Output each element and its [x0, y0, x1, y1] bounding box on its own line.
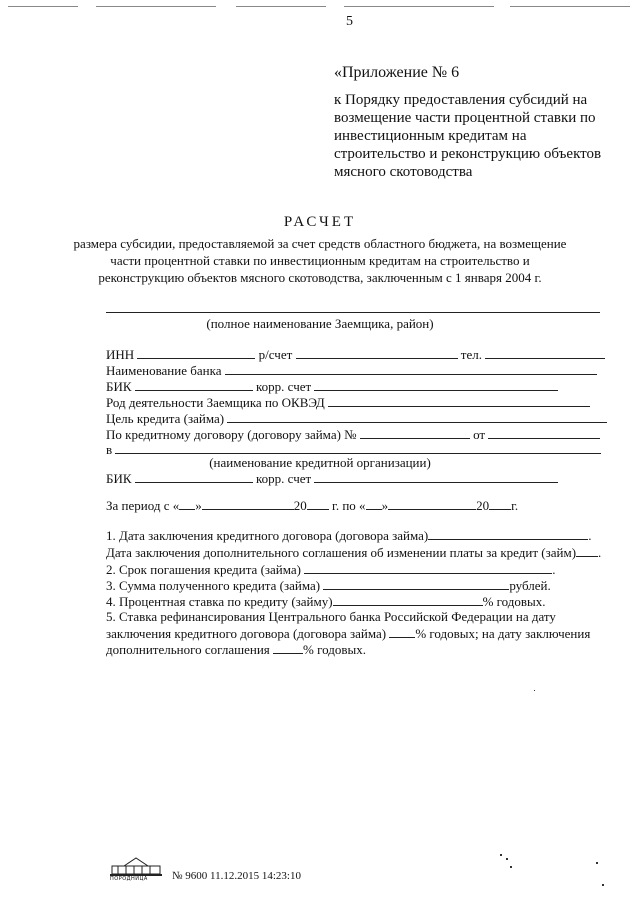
purpose-field[interactable]	[227, 410, 607, 423]
item-2-label: 2. Срок погашения кредита (займа)	[106, 562, 301, 577]
appendix-line: строительство и реконструкцию объектов	[334, 146, 602, 162]
bik2-label: БИК	[106, 471, 132, 486]
item-1b	[106, 544, 601, 561]
bank-name-field[interactable]	[225, 362, 597, 375]
purpose-label: Цель кредита (займа)	[106, 411, 225, 426]
tel-label: тел.	[460, 347, 482, 362]
scan-edge-line	[8, 6, 78, 7]
item-5-line-2	[106, 625, 590, 642]
registration-stamp: № 9600 11.12.2015 14:23:10	[172, 870, 301, 882]
item-3-end: рублей.	[509, 578, 551, 593]
appendix-line: к Порядку предоставления субсидий на	[334, 92, 588, 108]
item-1	[106, 527, 591, 544]
from-label: от	[473, 427, 486, 442]
subtitle-line: реконструкцию объектов мясного скотоводства, заключенным с 1 января 2004 г.	[98, 270, 542, 285]
bik2-row	[106, 470, 558, 487]
period-quote: »	[195, 498, 202, 513]
period-start-day-field[interactable]	[179, 497, 195, 510]
additional-agreement-date-field[interactable]	[576, 544, 598, 557]
item-5-label-c: дополнительного соглашения	[106, 642, 270, 657]
appendix-line: инвестиционным кредитам на	[334, 128, 527, 144]
interest-rate-field[interactable]	[333, 593, 483, 606]
borrower-name-line[interactable]	[106, 312, 600, 313]
period-year-prefix: 20	[476, 498, 490, 513]
period-row	[106, 497, 518, 514]
period-end-month-field[interactable]	[388, 497, 476, 510]
corr-account-label: корр. счет	[256, 379, 312, 394]
item-1b-label: Дата заключения дополнительного соглашения об изменении платы за кредит (займ)	[106, 545, 577, 560]
item-4	[106, 593, 546, 610]
okved-row	[106, 394, 590, 411]
item-3-label: 3. Сумма полученного кредита (займа)	[106, 578, 321, 593]
okved-field[interactable]	[328, 394, 590, 407]
bik-label: БИК	[106, 379, 132, 394]
appendix-line: возмещение части процентной ставки по	[334, 110, 596, 126]
period-year-prefix: 20	[293, 498, 307, 513]
item-5-line-3	[106, 641, 366, 658]
in-label: в	[106, 442, 113, 457]
contract-date-field-2[interactable]	[428, 527, 588, 540]
period-end-day-field[interactable]	[366, 497, 382, 510]
credit-org-caption: (наименование кредитной организации)	[209, 455, 431, 470]
building-logo	[108, 856, 164, 882]
corr-account-field[interactable]	[314, 378, 558, 391]
contract-label: По кредитному договору (договору займа) №	[106, 427, 357, 442]
item-1-end: .	[588, 528, 592, 543]
appendix-line: мясного скотоводства	[334, 164, 473, 180]
bik2-field[interactable]	[135, 470, 253, 483]
period-end-year-field[interactable]	[489, 497, 511, 510]
inn-label: ИНН	[106, 347, 135, 362]
scan-edge-line	[344, 6, 494, 7]
bik-field[interactable]	[135, 378, 253, 391]
loan-amount-field[interactable]	[323, 577, 509, 590]
corr-account2-label: корр. счет	[256, 471, 312, 486]
refinancing-rate-contract-field[interactable]	[389, 625, 415, 638]
okved-label: Род деятельности Заемщика по ОКВЭД	[106, 395, 325, 410]
repayment-term-field[interactable]	[304, 561, 552, 574]
appendix-title: «Приложение № 6	[334, 64, 460, 81]
bik-row	[106, 378, 558, 395]
item-2	[106, 561, 556, 578]
borrower-caption: (полное наименование Заемщика, район)	[206, 316, 434, 331]
subtitle-line: размера субсидии, предоставляемой за счет средств областного бюджета, на возмещение	[73, 236, 567, 251]
period-quote: »	[381, 498, 389, 513]
period-prefix: За период с «	[106, 498, 180, 513]
item-2-end: .	[552, 562, 556, 577]
account-field[interactable]	[296, 346, 458, 359]
item-5-label-d: % годовых.	[303, 642, 366, 657]
tel-field[interactable]	[485, 346, 605, 359]
item-4-label: 4. Процентная ставка по кредиту (займу)	[106, 594, 333, 609]
corr-account2-field[interactable]	[314, 470, 558, 483]
item-1b-end: .	[598, 545, 602, 560]
purpose-row	[106, 410, 607, 427]
subtitle-line: части процентной ставки по инвестиционным кредитам на строительство и	[110, 253, 530, 268]
scan-edge-line	[510, 6, 630, 7]
item-5-label-a: заключения кредитного договора (договора займа)	[106, 626, 387, 641]
refinancing-rate-agreement-field[interactable]	[273, 641, 303, 654]
period-start-year-field[interactable]	[307, 497, 329, 510]
scan-edge-line	[96, 6, 216, 7]
inn-field[interactable]	[137, 346, 255, 359]
logo-text: ПОРОДНИЦА	[110, 876, 148, 882]
account-label: р/счет	[258, 347, 293, 362]
scan-edge-line	[236, 6, 326, 7]
bank-row	[106, 362, 597, 379]
contract-number-field[interactable]	[360, 426, 470, 439]
document-title: РАСЧЕТ	[283, 214, 357, 230]
inn-row	[106, 346, 605, 363]
item-5-label-b: % годовых; на дату заключения	[415, 626, 591, 641]
credit-org-field[interactable]	[115, 441, 601, 454]
page-number: 5	[346, 14, 353, 29]
item-1-label: 1. Дата заключения кредитного договора (договора займа)	[106, 528, 429, 543]
item-3	[106, 577, 551, 594]
period-end: г.	[511, 498, 519, 513]
item-5-line-1: 5. Ставка рефинансирования Центрального банка Российской Федерации на дату	[106, 609, 556, 624]
contract-date-field[interactable]	[488, 426, 600, 439]
period-mid: г. по «	[331, 498, 366, 513]
item-4-end: % годовых.	[482, 594, 546, 609]
period-start-month-field[interactable]	[202, 497, 294, 510]
bank-name-label: Наименование банка	[106, 363, 222, 378]
